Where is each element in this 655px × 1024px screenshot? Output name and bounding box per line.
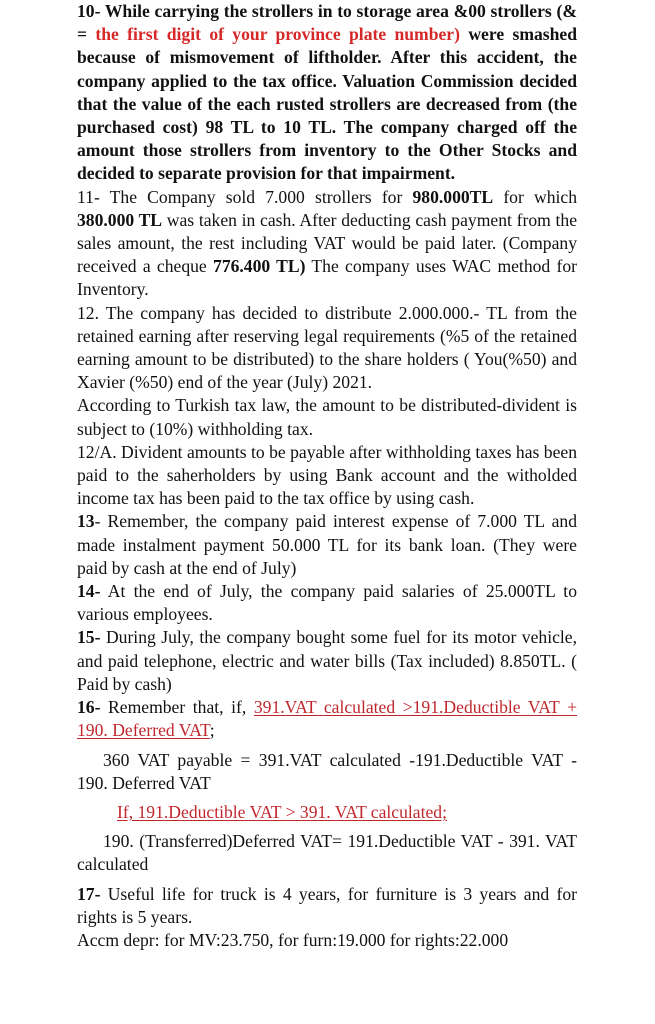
item-14 [77, 580, 577, 626]
item-15 [77, 626, 577, 696]
item-14-text: At the end of July, the company paid salaries of 25.000TL to various employees. [77, 581, 577, 625]
document-page [77, 0, 577, 952]
item-11-text-c: for which [493, 186, 577, 207]
item-10-text-b: were smashed because of mismovement of liftholder. After this accident, the company applied to the tax office. Valuation Commission decided that the value of the each rusted strollers are decreased from (the purchased cost) 98 TL to 10 TL. The company charged off the amount those strollers from inventory to the Other Stocks and decided to separate provision for that impairment. [77, 24, 577, 184]
item-16-vat-payable: 360 VAT payable = 391.VAT calculated -191.Deductible VAT - 190. Deferred VAT [77, 749, 577, 793]
item-16-condition-2: If, 191.Deductible VAT > 391. VAT calculated; [117, 801, 447, 822]
item-11-text-e: The company uses WAC method for Inventory. [77, 256, 577, 300]
item-11-cash-amount: 380.000 TL [77, 209, 163, 230]
item-11-cheque-amount: 776.400 TL) [213, 256, 306, 277]
item-13 [77, 510, 577, 580]
item-12: 12. The company has decided to distribute 2.000.000.- TL from the retained earning after reserving legal requirements (%5 of the retained earning amount to be distributed) to the share holders ( You(%50) and Xavier (%50) end of the year (July) 2021. [77, 302, 577, 393]
item-12-tax-law: According to Turkish tax law, the amount to be distributed-divident is subject to (10%) withholding tax. [77, 395, 577, 439]
item-15-number: 15- [77, 627, 101, 648]
item-16-semicolon: ; [209, 720, 215, 741]
item-17 [77, 883, 577, 929]
item-10 [77, 0, 577, 186]
item-16-text-a: Remember that, if, [100, 697, 254, 718]
item-16-condition-1: 391.VAT calculated >191.Deductible VAT + 190. Deferred VAT [77, 697, 577, 741]
item-15-text: During July, the company bought some fuel for its motor vehicle, and paid telephone, electric and water bills (Tax included) 8.850TL. ( Paid by cash) [77, 627, 577, 694]
item-13-number: 13 [77, 511, 95, 532]
item-16-condition-2-line [77, 801, 577, 824]
item-16-number: 16- [77, 697, 101, 718]
item-11 [77, 186, 577, 302]
item-13-text: - Remember, the company paid interest expense of 7.000 TL and made instalment payment 50.000 TL for its bank loan. (They were paid by cash at the end of July) [77, 511, 577, 578]
item-17-text: Useful life for truck is 4 years, for furniture is 3 years and for rights is 5 years. [77, 883, 577, 927]
item-12a: 12/A. Divident amounts to be payable after withholding taxes has been paid to the saherholders by using Bank account and the witholded income tax has been paid to the tax office by using cash. [77, 441, 577, 509]
item-17-number: 17- [77, 883, 101, 904]
item-11-text-d: was taken in cash. After deducting cash payment from the sales amount, the rest including VAT would be paid later. (Company received a cheque [77, 209, 577, 277]
item-16-deferred-vat: 190. (Transferred)Deferred VAT= 191.Deductible VAT - 391. VAT calculated [77, 831, 577, 875]
item-11-text-a: 11- The Company sold 7.000 strollers for [77, 186, 413, 207]
item-14-number: 14- [77, 581, 101, 602]
item-16 [77, 696, 577, 742]
item-10-text-a: 10- While carrying the strollers in to storage area &00 strollers (& = [77, 1, 577, 45]
item-11-sales-amount: 980.000TL [412, 186, 494, 207]
item-17-accm-depr: Accm depr: for MV:23.750, for furn:19.000 for rights:22.000 [77, 929, 509, 950]
item-10-red-note: the first digit of your province plate number) [95, 24, 460, 45]
